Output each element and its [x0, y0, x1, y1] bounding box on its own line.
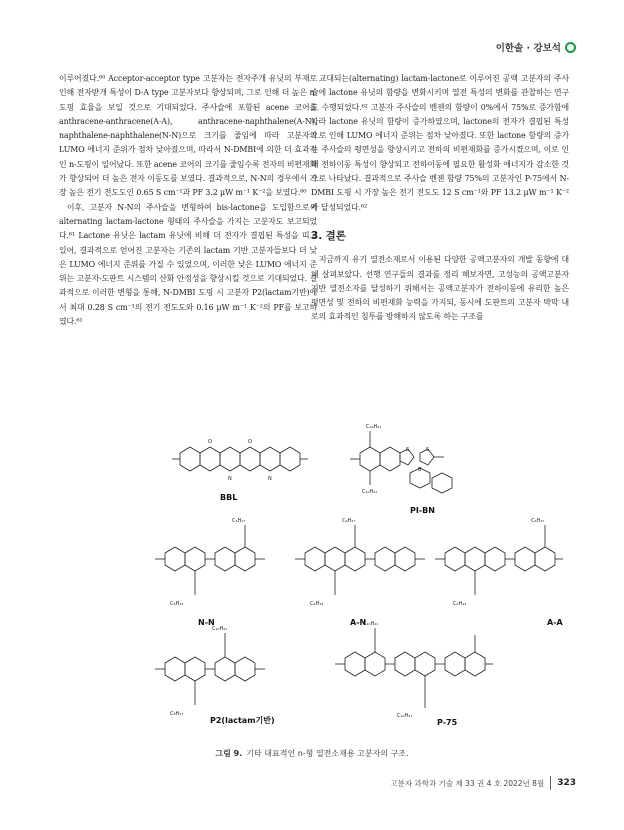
label-p2: P2(lactam기반) [210, 716, 275, 725]
svg-text:C₁₀H₂₁: C₁₀H₂₁ [366, 424, 382, 430]
p-75-structure [335, 621, 493, 727]
svg-text:N: N [228, 476, 232, 482]
caption-text: 기타 대표적인 n-형 열전소재용 고분자의 구조. [246, 749, 409, 758]
label-a-n: A-N [350, 618, 367, 627]
right-paragraph-2: 지금까지 유기 열전소재로서 이용된 다양한 공액고분자의 개발 동향에 대해 살펴보았다. 선행 연구들의 결과를 정리 해보자면, 고성능의 공액고분자 기반 열전소자를 달성하기 위해서는 공액고분자가 전하이동에 유리한 높은 평면성 및 전하의 비편재화 능력을 가지되, 동시에 도판트의 고분자 박막 내로의 효과적인 침투를 방해하지 않도록 하는 구조를 [311, 255, 569, 322]
label-a-a: A-A [547, 618, 563, 627]
label-pi-bn: PI-BN [410, 506, 435, 515]
svg-text:O: O [248, 439, 252, 445]
svg-text:C₆H₁₇: C₆H₁₇ [232, 518, 246, 524]
svg-text:S: S [406, 447, 410, 453]
svg-text:C₁₀H₂₁: C₁₀H₂₁ [363, 621, 379, 627]
svg-text:C₁₀H₂₁: C₁₀H₂₁ [212, 626, 228, 632]
label-bbl: BBL [220, 493, 238, 502]
p2-structure [155, 626, 275, 725]
n-n-structure [155, 518, 265, 627]
caption-number: 그림 9. [215, 749, 243, 758]
svg-text:C₆H₁₃: C₆H₁₃ [170, 601, 184, 607]
pi-bn-structure [350, 424, 452, 515]
svg-text:C₁₀H₂₁: C₁₀H₂₁ [362, 489, 378, 495]
svg-text:N: N [268, 476, 272, 482]
svg-text:C₆H₁₇: C₆H₁₇ [531, 518, 545, 524]
svg-text:O: O [208, 439, 212, 445]
journal-info: 고분자 과학과 기술 제 33 권 4 호 2022년 8월 [390, 778, 545, 788]
right-paragraph-1: 교대되는(alternating) lactam-lactone로 이루어진 공액 고분자의 주사슬에 lactone 유닛의 함량을 변화시키며 열전 특성의 변화를 관찰하는 연구도 수행되었다.⁶² 고분자 주사슬의 벤젠의 함량이 0%에서 75%로 증가함에 따라 lactone 유닛의 함량이 증가하였으며, lactone의 전자가 결핍된 특성으로 인해 LUMO 에너지 준위는 점차 낮아졌다. 또한 lactone 함량의 증가는 주사슬의 평면성을 향상시키고 전하의 비편재화를 증가시켰으며, 이로 인해 전하이동 특성이 향상되고 전하이동에 필요한 활성화 에너지가 감소한 것으로 나타났다. 결과적으로 주사슬 벤젠 함량 75%의 고분자인 P-75에서 N-DMBI 도핑 시 가장 높은 전기 전도도 12 S cm⁻¹와 PF 13.2 μW m⁻¹ K⁻²가 달성되었다.⁶² [311, 74, 569, 212]
label-n-n: N-N [198, 618, 215, 627]
left-paragraph-2: 이후, 고분자 N-N의 주사슬을 변형하여 bis-lactone을 도입함으로써 alternating lactam-lactone 형태의 주사슬을 가지는 고분자도 보고되었다.⁶¹ Lactone 유닛은 lactam 유닛에 비해 더 전자가 결핍된 특성을 띠고 있어, 결과적으로 얻어진 고분자는 기존의 lactam 기반 고분자들보다 더 낮은 LUMO 에너지 준위를 가질 수 있었으며, 이러한 낮은 LUMO 에너지 준위는 고분자-도판트 시스템의 산화 안정성을 향상시킬 것으로 기대되었다. 결과적으로 이러한 변형을 통해, N-DMBI 도핑 시 고분자 P2(lactam기반)에서 최대 0.28 S cm⁻¹의 전기 전도도와 0.16 μW m⁻¹ K⁻²의 PF를 보고하였다.⁶¹ [59, 202, 317, 327]
svg-text:C₆H₁₃: C₆H₁₃ [310, 601, 324, 607]
right-column [311, 72, 569, 325]
section-heading-conclusion: 3. 결론 [311, 229, 346, 242]
figure-caption [0, 748, 624, 759]
svg-text:C₁₀H₂₁: C₁₀H₂₁ [397, 713, 413, 719]
left-paragraph-1: 이루어졌다.⁶⁰ Acceptor-acceptor type 고분자는 전자주개 유닛의 부재로 인해 전자받개 특성이 D-A type 고분자보다 향상되며, 그로 인해 더 높은 n-도핑 효율을 보일 것으로 기대되었다. 주사슬에 포함된 acene 코어를 anthracene-anthracene(A-A), anthracene-naphthalene(A-N), naphthalene-naphthalene(N-N)으로 크기를 줄임에 따라 고분자의 LUMO 에너지 준위가 점차 낮아졌으며, 따라서 N-DMBI에 의한 더 효과적인 n-도핑이 일어났다. 또한 acene 코어의 크기를 줄임수록 전자의 비편재화가 향상되어 더 높은 전자 이동도를 보였다. 결과적으로, N-N의 경우에서 가장 높은 전기 전도도인 0.65 S cm⁻¹과 PF 3.2 μW m⁻¹ K⁻²을 보였다.⁶⁰ [59, 74, 317, 198]
page-footer [390, 776, 576, 790]
svg-text:S: S [426, 447, 430, 453]
bbl-structure [172, 439, 308, 502]
label-p-75: P-75 [437, 718, 458, 727]
a-n-structure [295, 518, 425, 627]
running-header-authors [496, 40, 576, 54]
left-column [59, 72, 317, 329]
a-a-structure [435, 518, 564, 627]
svg-text:C₈H₁₇: C₈H₁₇ [170, 711, 184, 717]
circle-bullet-icon [565, 42, 576, 53]
figure-9-structures [150, 408, 580, 738]
page-number: 323 [557, 778, 576, 788]
svg-text:B: B [418, 467, 422, 473]
svg-text:C₆H₁₇: C₆H₁₇ [342, 518, 356, 524]
authors-text: 이한솔 · 강보석 [495, 43, 561, 54]
svg-text:C₆H₁₃: C₆H₁₃ [453, 601, 467, 607]
footer-divider [550, 776, 551, 790]
